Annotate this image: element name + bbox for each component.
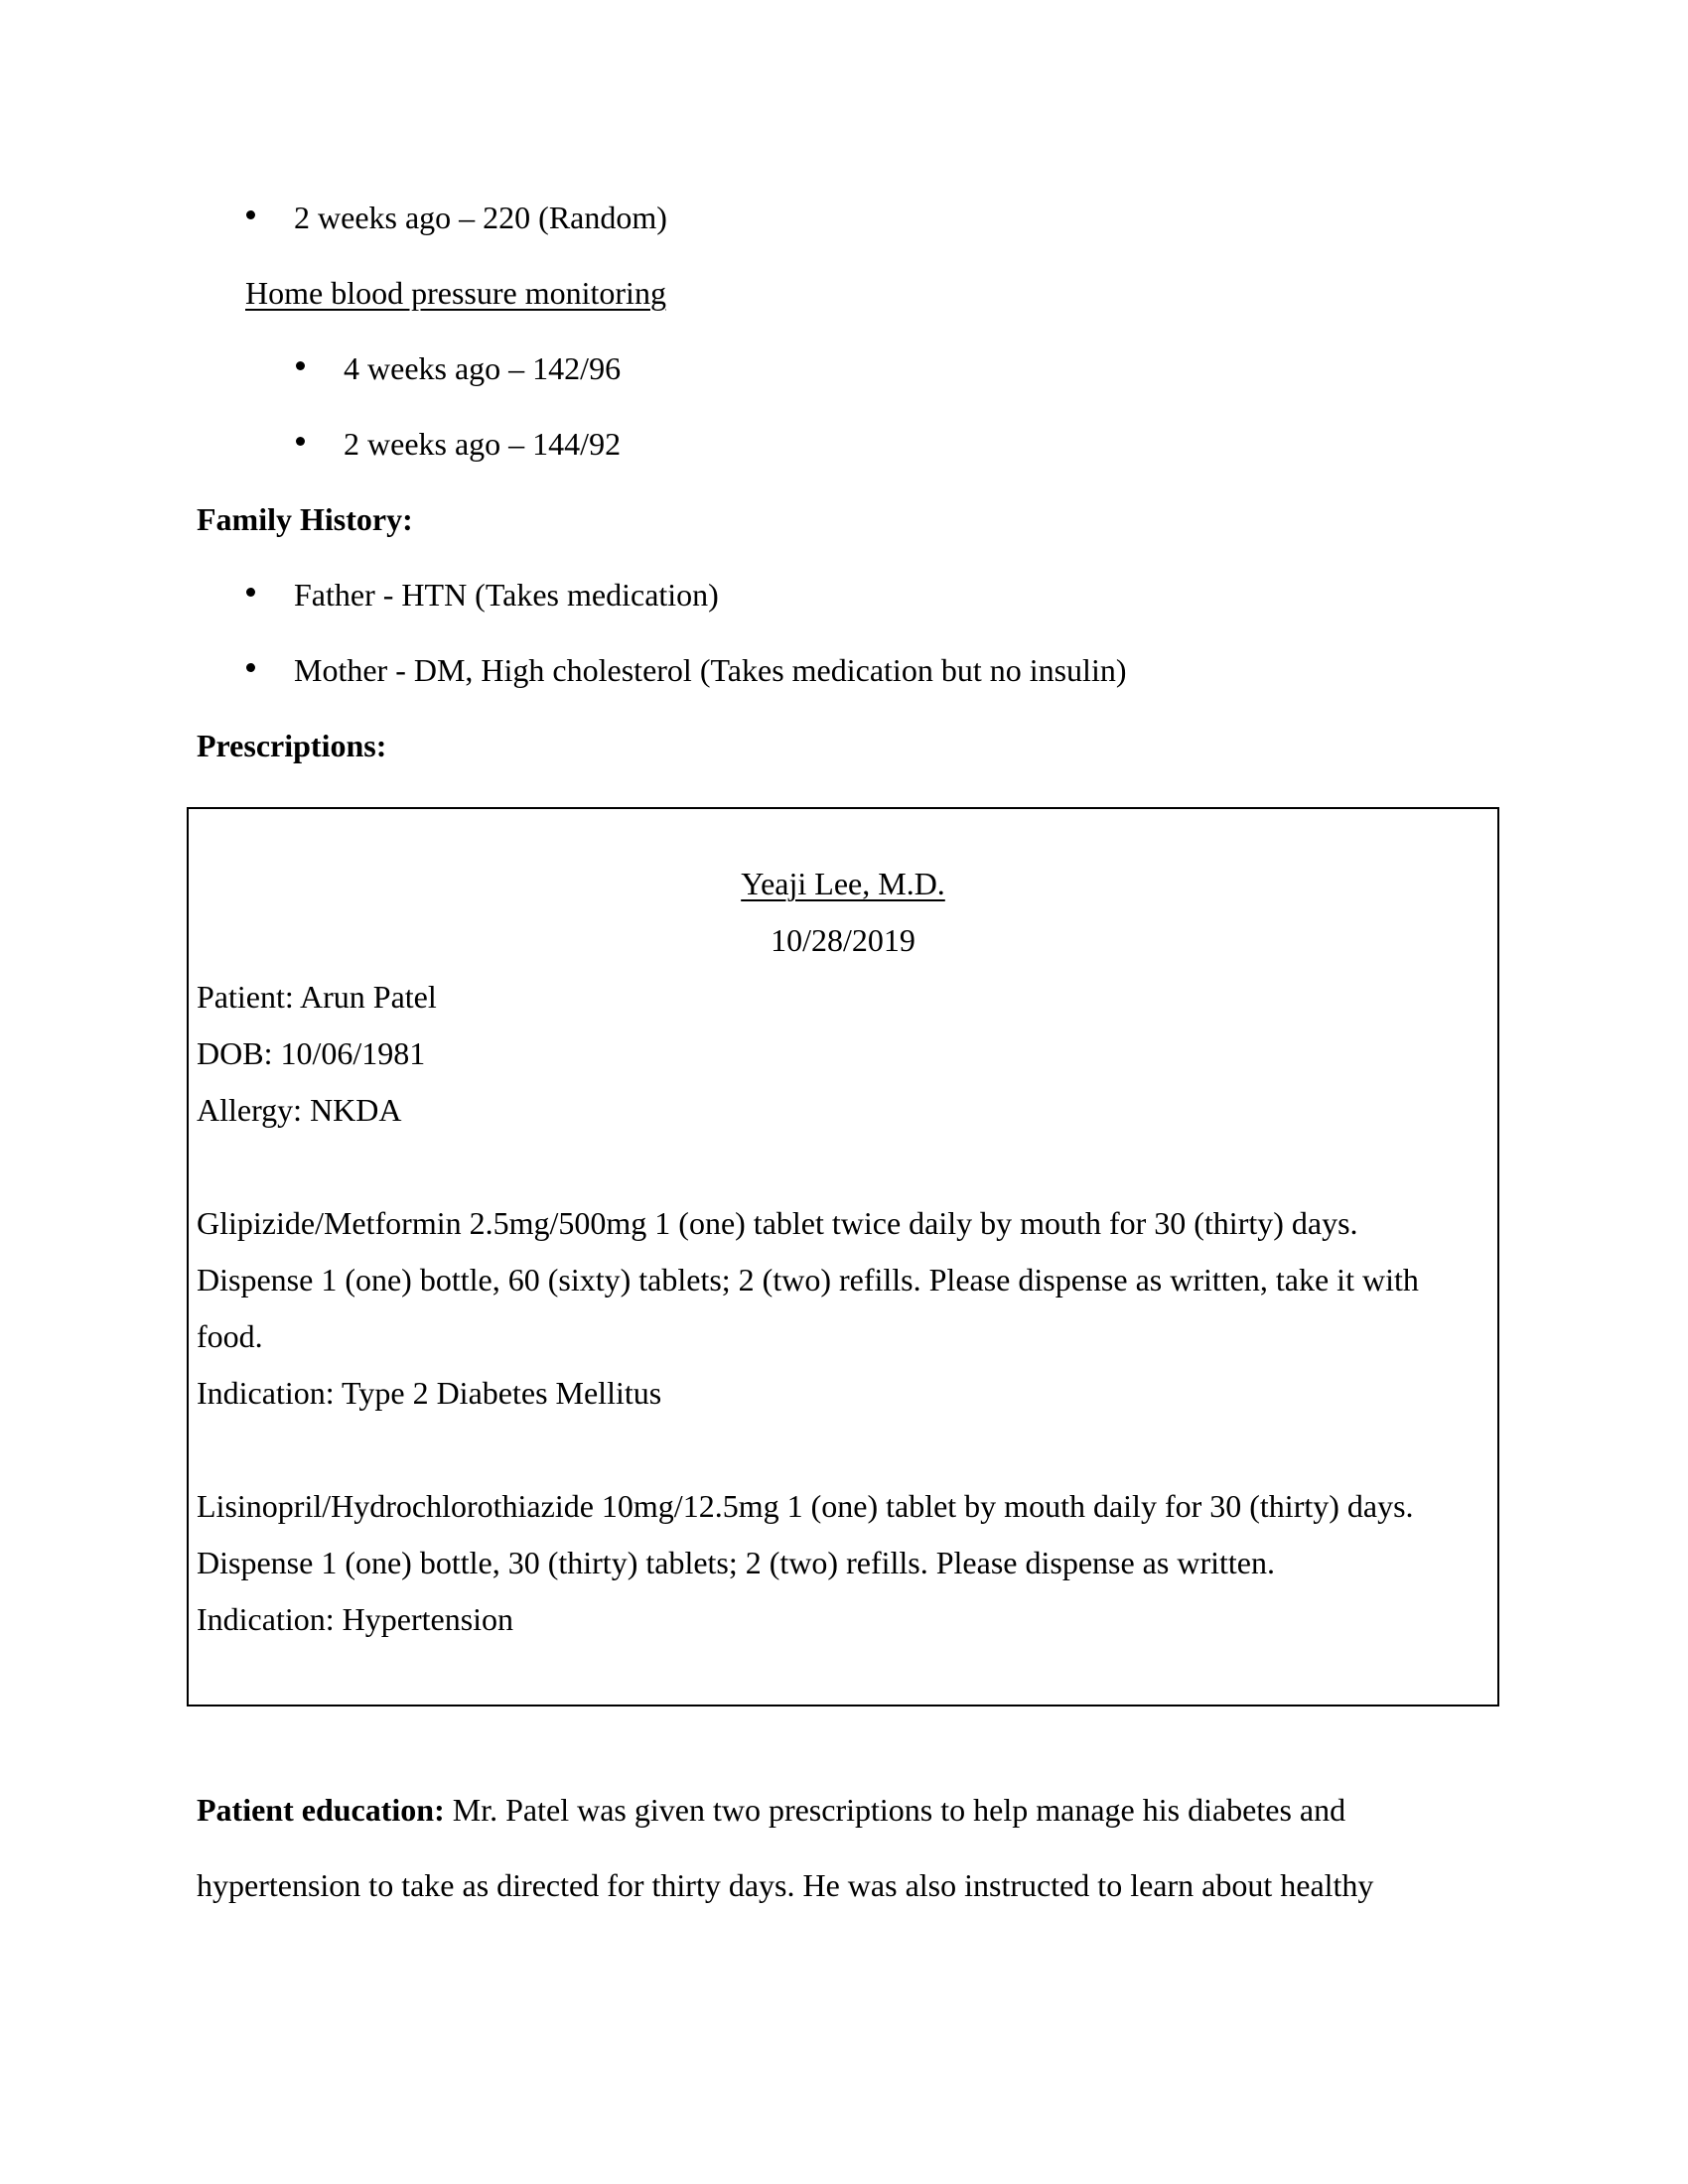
bullet-icon bbox=[246, 210, 255, 219]
bullet-icon bbox=[296, 361, 305, 370]
prescriptions-heading: Prescriptions: bbox=[197, 728, 387, 763]
prescription-date: 10/28/2019 bbox=[771, 922, 915, 958]
patient-education-text: Mr. Patel was given two prescriptions to help manage his diabetes and bbox=[444, 1792, 1346, 1828]
patient-education-text: hypertension to take as directed for thirty days. He was also instructed to learn about healthy bbox=[197, 1867, 1374, 1903]
rx2-line: Dispense 1 (one) bottle, 30 (thirty) tablets; 2 (two) refills. Please dispense as written. bbox=[197, 1545, 1275, 1580]
patient-education-label: Patient education: bbox=[197, 1792, 445, 1828]
rx1-line: food. bbox=[197, 1318, 263, 1354]
doctor-name bbox=[187, 868, 1499, 899]
patient-allergy: Allergy: NKDA bbox=[197, 1092, 402, 1128]
bullet-icon bbox=[296, 437, 305, 446]
rx1-line: Dispense 1 (one) bottle, 60 (sixty) tablets; 2 (two) refills. Please dispense as written, take it with bbox=[197, 1262, 1419, 1297]
bp-monitoring-heading: Home blood pressure monitoring bbox=[245, 275, 666, 311]
bp-item: 4 weeks ago – 142/96 bbox=[344, 350, 622, 386]
family-history-heading: Family History: bbox=[197, 501, 413, 537]
rx2-indication: Indication: Hypertension bbox=[197, 1601, 514, 1637]
rx1-line: Glipizide/Metformin 2.5mg/500mg 1 (one) tablet twice daily by mouth for 30 (thirty) days. bbox=[197, 1205, 1358, 1241]
family-history-item: Mother - DM, High cholesterol (Takes medication but no insulin) bbox=[294, 652, 1127, 688]
bullet-icon bbox=[246, 588, 255, 597]
bp-item: 2 weeks ago – 144/92 bbox=[344, 426, 622, 462]
rx2-line: Lisinopril/Hydrochlorothiazide 10mg/12.5mg 1 (one) tablet by mouth daily for 30 (thirty) days. bbox=[197, 1488, 1414, 1524]
bullet-icon bbox=[246, 663, 255, 672]
patient-dob: DOB: 10/06/1981 bbox=[197, 1035, 426, 1071]
glucose-item: 2 weeks ago – 220 (Random) bbox=[294, 200, 667, 235]
patient-education-paragraph bbox=[197, 1794, 1345, 1826]
rx1-indication: Indication: Type 2 Diabetes Mellitus bbox=[197, 1375, 662, 1411]
doctor-name-text: Yeaji Lee, M.D. bbox=[741, 866, 945, 901]
patient-name: Patient: Arun Patel bbox=[197, 979, 437, 1015]
family-history-item: Father - HTN (Takes medication) bbox=[294, 577, 719, 613]
